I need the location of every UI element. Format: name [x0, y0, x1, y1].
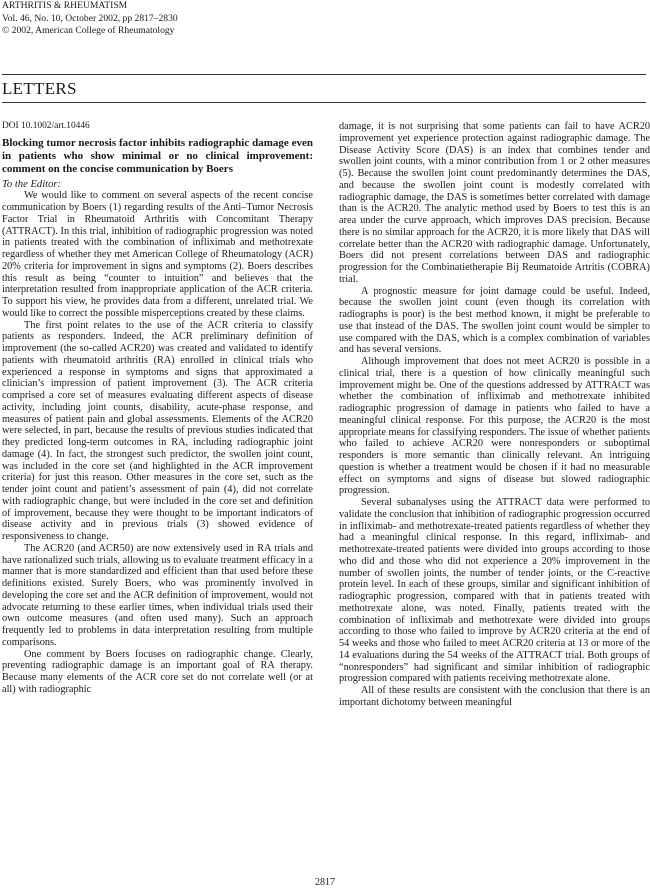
journal-header: [2, 0, 178, 38]
body-paragraph: Several subanalyses using the ATTRACT data were performed to validate the conclusion that inhibition of radiographic progression occurred in infliximab- and methotrexate-treated patients regardless of whether they had a meaningful clinical response. In this regard, infliximab- and methotrexate-treated patients were divided into groups according to those who did and those who did not experience a 20% improvement in the number of swollen joints, the number of tender joints, or the C-reactive protein level. In each of these groups, similar and significant inhibition of radiographic progression, compared with that in patients treated with methotrexate alone, was noted. Finally, patients treated with the combination of infliximab and methotrexate were divided into groups according to those who failed to improve by ACR20 criteria at the end of 54 weeks and those who failed to meet ACR20 criteria at 13 or more of the 14 evaluations during the 54 weeks of the ATTRACT trial. Both groups of “nonresponders” had significant and similar inhibition of radiographic progression compared with patients receiving methotrexate alone.: [339, 497, 650, 685]
body-paragraph: The ACR20 (and ACR50) are now extensively used in RA trials and have rationalized such trials, allowing us to evaluate treatment efficacy in a manner that is more standardized and efficient than that used before these definitions existed. Surely Boers, who was prominently involved in developing the core set and the ACR definition of improvement, would not advocate returning to these earlier times, when individual trials used their own outcome measures (and often used many). Such an approach frequently led to problems in data interpretation resulting from multiple comparisons.: [2, 542, 313, 648]
page-number: 2817: [315, 877, 335, 888]
salutation: To the Editor:: [2, 178, 62, 190]
right-column: [339, 121, 650, 709]
body-paragraph: One comment by Boers focuses on radiographic change. Clearly, preventing radiographic damage is an important goal of RA therapy. Because many elements of the ACR core set do not correlate well (or at all) with radiographic: [2, 648, 313, 695]
body-paragraph: Although improvement that does not meet ACR20 is possible in a clinical trial, there is a question of how clinically meaningful such improvement might be. One of the questions addressed by ATTRACT was whether the combination of infliximab and methotrexate inhibited radiographic progression of damage in patients who failed to have a meaningful clinical response. For this purpose, the ACR20 is the most appropriate means for classifying responders. The issue of whether patients who failed to achieve ACR20 were nonresponders or suboptimal responders is more semantic than clinically relevant. An intriguing question is whether a treatment would be chosen if it had no measurable effect on symptoms and signs of disease but slowed radiographic progression.: [339, 356, 650, 497]
article-doi: DOI 10.1002/art.10446: [2, 121, 90, 131]
journal-name: ARTHRITIS & RHEUMATISM: [2, 0, 128, 11]
body-paragraph: A prognostic measure for joint damage could be useful. Indeed, because the swollen joint count (even though its correlation with radiographs is poor) is the best method known, it might be preferable to use that instead of the DAS. The swollen joint count would be simpler to use compared with the DAS, which is a complex combination of variables and has several versions.: [339, 285, 650, 356]
article-title: Blocking tumor necrosis factor inhibits radiographic damage even in patients who show minimal or no clinical improvement: comment on the concise communication by Boers: [2, 136, 313, 176]
volume-info: Vol. 46, No. 10, October 2002, pp 2817–2830: [2, 12, 178, 24]
body-paragraph: We would like to comment on several aspects of the recent concise communication by Boers (1) regarding results of the Anti–Tumor Necrosis Factor Trial in Rheumatoid Arthritis with Concomitant Therapy (ATTRACT). In this trial, inhibition of radiographic progression was noted in patients treated with the combination of infliximab and methotrexate regardless of whether they met American College of Rheumatology (ACR) 20% criteria for improvement in signs and symptoms (2). Boers describes this result as being “counter to intuition” and believes that the interpretation resulted from inappropriate application of the ACR criteria. To support his view, he provides data from a different, unrelated trial. We would like to correct the possible misperceptions created by these claims.: [2, 190, 313, 319]
left-column: [2, 121, 313, 696]
body-paragraph: All of these results are consistent with the conclusion that there is an important dichotomy between meaningful: [339, 685, 650, 708]
section-title: LETTERS: [2, 79, 77, 98]
section-rule-bottom: [2, 102, 646, 103]
section-rule-top: [2, 74, 646, 75]
body-paragraph: damage, it is not surprising that some patients can fail to have ACR20 improvement yet experience protection against radiographic damage. The Disease Activity Score (DAS) is an index that combines tender and swollen joint counts, with a minor contribution from 1 or 2 other measures (5). Because the swollen joint count predominantly determines the DAS, and because the swollen joint count is modestly correlated with radiographic damage, the DAS is sometimes better correlated with damage than is the ACR20. The analytic method used by Boers to test this is an area under the curve approach, which improves DAS precision. Because there is no similar approach for the ACR20, it is more likely that DAS will correlate better than the ACR20 with radiographic damage. Unfortunately, Boers did not present correlations between DAS and radiographic progression for the Combinatietherapie Bij Reumatoide Artritis (COBRA) trial.: [339, 121, 650, 285]
body-paragraph: The first point relates to the use of the ACR criteria to classify patients as responders. Indeed, the ACR preliminary definition of improvement (the so-called ACR20) was created and validated to identify patients with rheumatoid arthritis (RA) enrolled in clinical trials who experienced a response in symptoms and signs that approximated a clinician’s impression of patient improvement (3). The ACR criteria comprised a core set of measures evaluating different aspects of disease activity, including joint counts, disability, acute-phase response, and measures of patient pain and global assessments. Elements of the ACR20 were selected, in part, because the results of previous studies indicated that they predicted long-term outcomes in RA, including radiographic joint damage (4). In fact, the strongest such predictor, the swollen joint count, was included in the core set (and highlighted in the ACR improvement criteria) for just this reason. Other measures in the core set, such as the tender joint count and patient’s assessment of pain (4), did not correlate with radiographic change, but were included in the core set and definition of improvement, because they were thought to be important indicators of disease activity and in previous trials (3) showed evidence of responsiveness to change.: [2, 319, 313, 543]
copyright-line: © 2002, American College of Rheumatology: [2, 25, 175, 37]
